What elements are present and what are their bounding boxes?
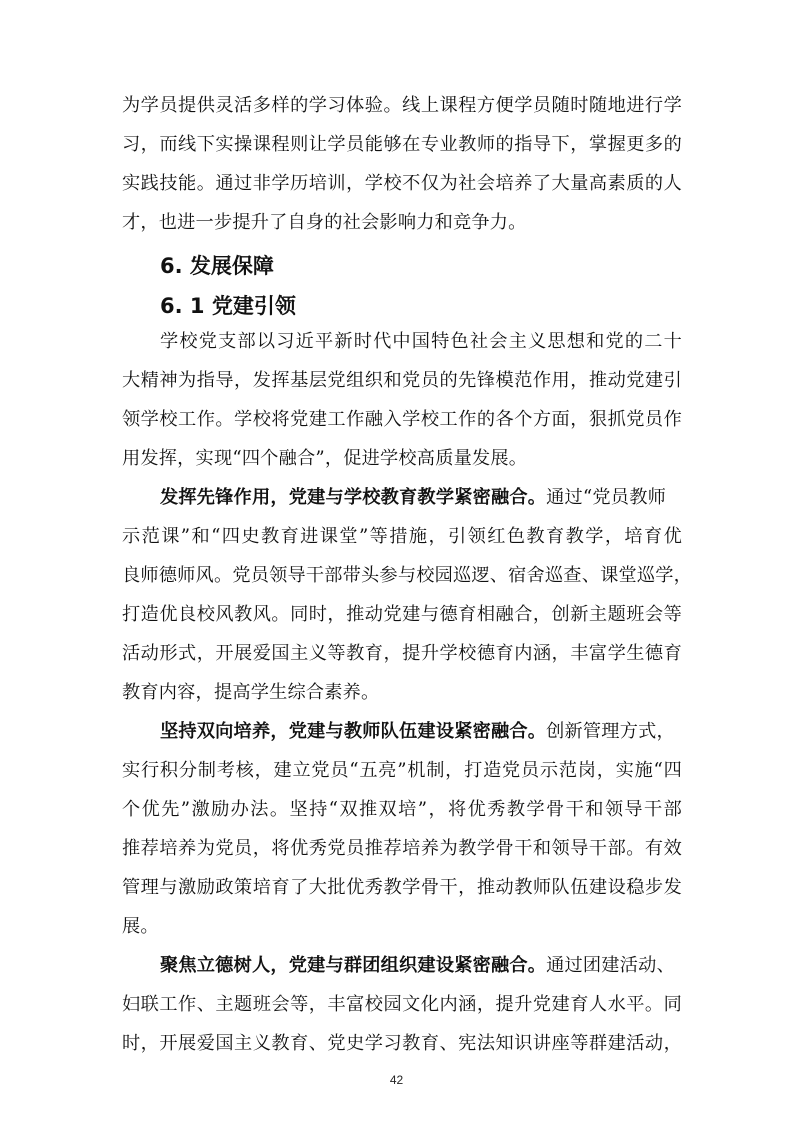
body-line: 领学校工作。学校将党建工作融入学校工作的各个方面，狠抓党员作	[122, 409, 682, 430]
body-line: 实践技能。通过非学历培训，学校不仅为社会培养了大量高素质的人	[122, 173, 682, 194]
paragraph-first-line	[160, 954, 720, 978]
body-line: 习，而线下实操课程则让学员能够在专业教师的指导下，掌握更多的	[122, 134, 682, 155]
body-line: 时，开展爱国主义教育、党史学习教育、宪法知识讲座等群建活动，	[122, 1033, 682, 1054]
body-line: 管理与激励政策培育了大批优秀教学骨干，推动教师队伍建设稳步发	[122, 877, 682, 898]
body-line: 个优先”激励办法。坚持“双推双培”，将优秀教学骨干和领导干部	[122, 799, 682, 820]
body-line: 学校党支部以习近平新时代中国特色社会主义思想和党的二十	[160, 331, 682, 352]
body-line: 良师德师风。党员领导干部带头参与校园巡逻、宿舍巡查、课堂巡学，	[122, 565, 693, 586]
section-heading: 6. 发展保障	[160, 254, 274, 278]
body-line: 活动形式，开展爱国主义等教育，提升学校德育内涵，丰富学生德育	[122, 643, 682, 664]
body-line: 展。	[122, 916, 159, 937]
bold-lead: 聚焦立德树人，党建与群团组织建设紧密融合。	[160, 955, 547, 976]
paragraph-first-line	[160, 486, 720, 510]
body-line: 为学员提供灵活多样的学习体验。线上课程方便学员随时随地进行学	[122, 95, 682, 116]
body-line: 用发挥，实现“四个融合”，促进学校高质量发展。	[122, 448, 528, 469]
body-line: 教育内容，提高学生综合素养。	[122, 682, 380, 703]
body-line: 推荐培养为党员，将优秀党员推荐培养为教学骨干和领导干部。有效	[122, 838, 682, 859]
paragraph-first-line	[160, 720, 720, 744]
body-line: 妇联工作、主题班会等，丰富校园文化内涵，提升党建育人水平。同	[122, 994, 682, 1015]
body-line: 才，也进一步提升了自身的社会影响力和竞争力。	[122, 212, 527, 233]
subsection-heading: 6. 1 党建引领	[160, 294, 296, 318]
lead-continuation: 通过“党员教师	[546, 487, 666, 508]
lead-continuation: 通过团建活动、	[546, 955, 675, 976]
bold-lead: 发挥先锋作用，党建与学校教育教学紧密融合。	[160, 487, 547, 508]
body-line: 实行积分制考核，建立党员“五亮”机制，打造党员示范岗，实施“四	[122, 760, 682, 781]
lead-continuation: 创新管理方式，	[546, 721, 675, 742]
body-line: 大精神为指导，发挥基层党组织和党员的先锋模范作用，推动党建引	[122, 370, 682, 391]
bold-lead: 坚持双向培养，党建与教师队伍建设紧密融合。	[160, 721, 547, 742]
page-number: 42	[389, 1073, 404, 1087]
body-line: 示范课”和“四史教育进课堂”等措施，引领红色教育教学，培育优	[122, 526, 682, 547]
body-line: 打造优良校风教风。同时，推动党建与德育相融合，创新主题班会等	[122, 604, 682, 625]
